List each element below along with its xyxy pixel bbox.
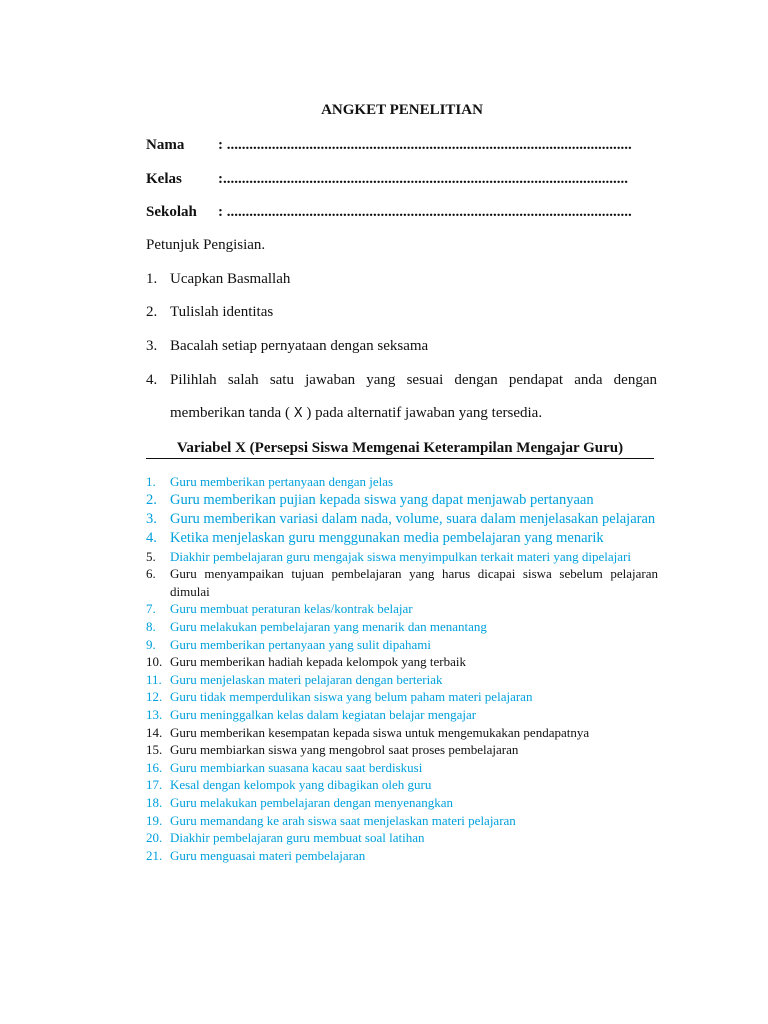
identity-label: Nama [146,137,185,153]
statement-number: 4. [146,529,157,546]
statement-number: 10. [146,654,163,670]
statement-text: Guru meninggalkan kelas dalam kegiatan belajar mengajar [170,706,477,722]
statement-item [146,510,658,529]
statement-item [146,565,658,600]
statement-text: Diakhir pembelajaran guru mengajak siswa menyimpulkan terkait materi yang dipelajari [170,548,631,564]
identity-label: Kelas [146,171,182,187]
statement-number: 5. [146,548,156,564]
statement-text: Guru memandang ke arah siswa saat menjelaskan materi pelajaran [170,812,516,828]
statement-item [146,529,658,548]
instruction-text: memberikan tanda ( [170,405,290,421]
statement-item [146,794,658,812]
instruction-text: Ucapkan Basmallah [170,271,291,287]
statement-text: Guru tidak memperdulikan siswa yang belum paham materi pelajaran [170,689,533,705]
statement-number: 17. [146,777,163,793]
identity-fill-line[interactable]: : ............................................................................................................ [218,204,632,220]
statement-item [146,618,658,636]
statement-text: Guru melakukan pembelajaran yang menarik dan menantang [170,618,487,634]
document-title: ANGKET PENELITIAN [321,102,483,118]
statement-text: Guru memberikan pujian kepada siswa yang dapat menjawab pertanyaan [170,491,594,508]
statement-item [146,776,658,794]
statement-item [146,706,658,724]
statement-item [146,759,658,777]
statement-number: 9. [146,636,156,652]
statement-text: Diakhir pembelajaran guru membuat soal latihan [170,830,425,846]
statement-number: 13. [146,706,163,722]
statement-item [146,847,658,865]
statement-text: Guru membiarkan suasana kacau saat berdiskusi [170,759,423,775]
identity-fill-line[interactable]: : ............................................................................................................ [218,137,632,153]
statement-number: 2. [146,491,157,508]
statement-number: 15. [146,742,163,758]
statement-text: Guru memberikan kesempatan kepada siswa untuk mengemukakan pendapatnya [170,724,590,740]
statement-item [146,724,658,742]
instruction-text: Bacalah setiap pernyataan dengan seksama [170,338,429,354]
statement-text: Guru menyampaikan tujuan pembelajaran yang harus dicapai siswa sebelum pelajaran dimulai [170,566,658,599]
statement-number: 21. [146,847,163,863]
variable-heading: Variabel X (Persepsi Siswa Memgenai Keterampilan Mengajar Guru) [146,440,654,459]
statement-number: 14. [146,724,163,740]
identity-row-kelas[interactable] [146,171,628,188]
statement-text: Kesal dengan kelompok yang dibagikan oleh guru [170,777,432,793]
statement-text: Guru membuat peraturan kelas/kontrak belajar [170,601,413,617]
statement-number: 1. [146,474,156,489]
instruction-text: ) pada alternatif jawaban yang tersedia. [306,405,543,421]
instruction-number: 2. [146,304,158,320]
instruction-text: Pilihlah salah satu jawaban yang sesuai dengan pendapat anda dengan [170,372,657,388]
statement-list [146,473,658,864]
identity-row-nama[interactable] [146,137,632,154]
statement-number: 16. [146,759,163,775]
statement-text: Guru melakukan pembelajaran dengan menyenangkan [170,794,453,810]
statement-item [146,671,658,689]
instructions-heading: Petunjuk Pengisian. [146,237,266,253]
statement-number: 18. [146,794,163,810]
instruction-text: Tulislah identitas [170,304,274,320]
statement-text: Guru menguasai materi pembelajaran [170,847,366,863]
statement-number: 11. [146,671,162,687]
statement-text: Guru memberikan pertanyaan yang sulit dipahami [170,636,432,652]
statement-text: Guru menjelaskan materi pelajaran dengan berteriak [170,671,443,687]
identity-fill-line[interactable]: :............................................................................................................ [218,171,628,187]
answer-mark-symbol: X [293,406,303,421]
statement-item [146,688,658,706]
instruction-number: 4. [146,372,158,388]
statement-number: 3. [146,510,157,527]
statement-text: Guru memberikan variasi dalam nada, volume, suara dalam menjelasakan pelajaran [170,510,656,527]
statement-text: Guru membiarkan siswa yang mengobrol saat proses pembelajaran [170,742,519,758]
statement-item [146,548,658,566]
statement-text: Guru memberikan pertanyaan dengan jelas [170,474,394,489]
statement-item [146,473,658,491]
statement-number: 20. [146,830,163,846]
identity-row-sekolah[interactable] [146,204,632,221]
statement-number: 19. [146,812,163,828]
statement-item [146,491,658,510]
instruction-number: 3. [146,338,158,354]
statement-text: Ketika menjelaskan guru menggunakan media pembelajaran yang menarik [170,529,604,546]
statement-number: 8. [146,618,156,634]
statement-item [146,741,658,759]
statement-item [146,636,658,654]
instruction-number: 1. [146,271,158,287]
statement-item [146,812,658,830]
statement-number: 6. [146,566,156,582]
statement-item [146,653,658,671]
statement-number: 7. [146,601,156,617]
statement-number: 12. [146,689,163,705]
statement-item [146,829,658,847]
instruction-continuation [170,405,542,422]
statement-item [146,600,658,618]
statement-text: Guru memberikan hadiah kepada kelompok yang terbaik [170,654,467,670]
identity-label: Sekolah [146,204,197,220]
